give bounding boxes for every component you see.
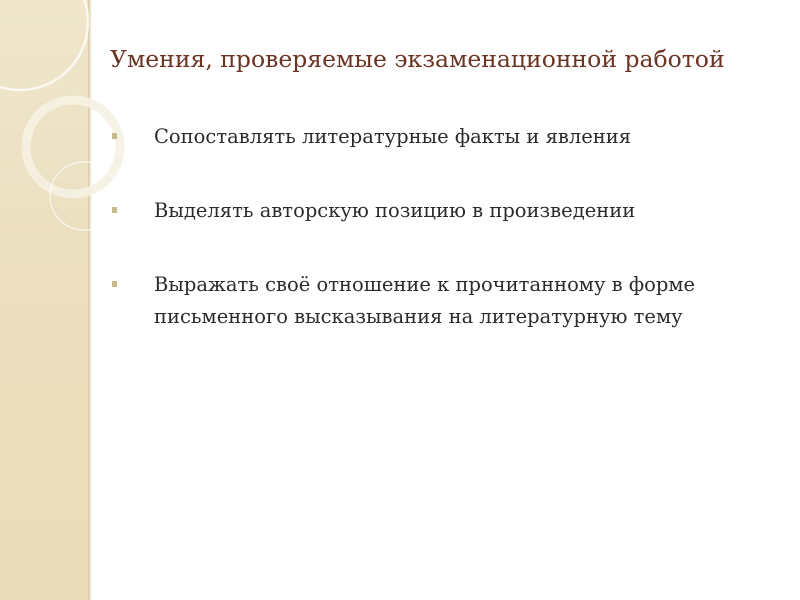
bullet-item [112,269,772,333]
bullet-text: Сопоставлять литературные факты и явления [154,125,632,148]
bullet-item [112,121,772,153]
square-bullet-icon [112,281,117,287]
side-panel-edge [88,0,92,600]
bullet-text: Выражать своё отношение к прочитанному в форме письменного высказывания на литературную тему [154,273,696,328]
slide-title: Умения, проверяемые экзаменационной работой [110,45,725,73]
decorative-side-panel [0,0,88,600]
bullet-item [112,195,772,227]
square-bullet-icon [112,207,117,213]
square-bullet-icon [112,133,117,139]
bullet-list [112,121,772,375]
bullet-text: Выделять авторскую позицию в произведении [154,199,636,222]
